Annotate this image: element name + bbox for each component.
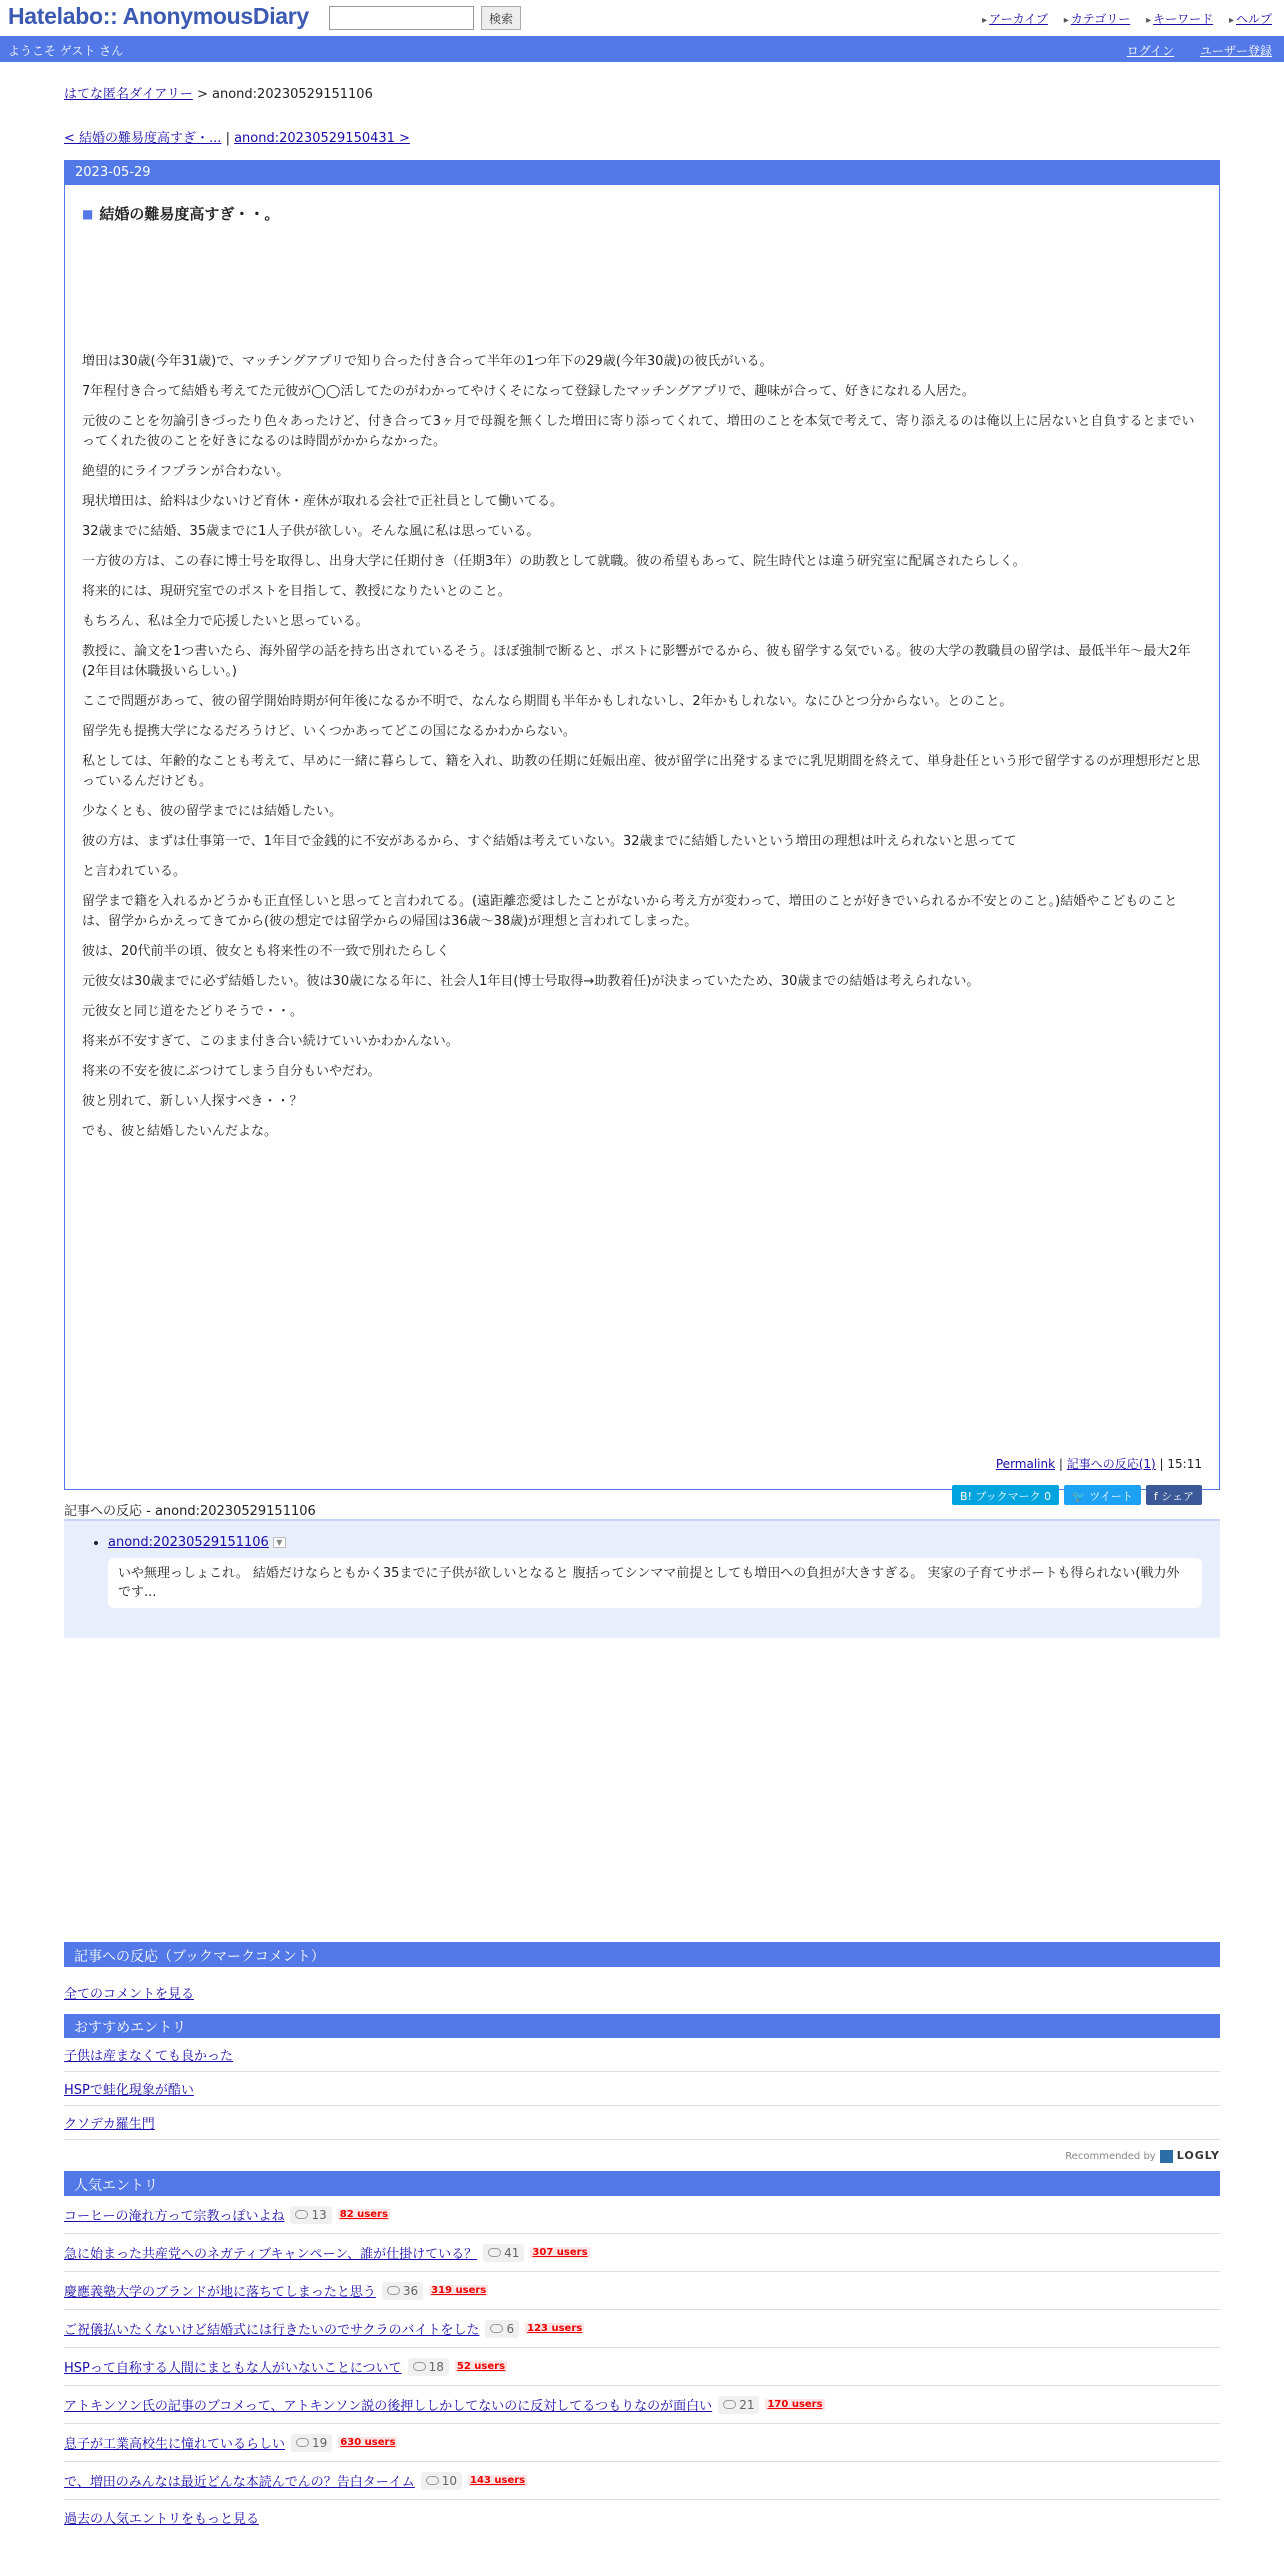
entry-paragraph: 留学まで籍を入れるかどうかも正直怪しいと思ってと言われてる。(遠距離恋愛はしたことがないから考え方が変わって、増田のことが好きでいられるか不安とのこと。)結婚やこどものことは、留学からかえってきてから(彼の想定では留学からの帰国は36歳～38歳)が理想と言われてしまった。: [82, 894, 1178, 929]
popular-entry-link[interactable]: で、増田のみんなは最近どんな本読んでんの？告白ターイム: [64, 2475, 415, 2490]
next-entry-link[interactable]: anond:20230529150431 >: [234, 131, 410, 146]
top-nav: [970, 10, 1272, 27]
entry-title: 結婚の難易度高すぎ・・。: [99, 205, 280, 223]
list-item: [64, 2234, 1220, 2272]
comment-count: 19: [312, 2435, 328, 2450]
tweet-button[interactable]: [1064, 1485, 1141, 1505]
users-badge[interactable]: 82 users: [339, 2209, 388, 2220]
popular-entry-link[interactable]: ご祝儀払いたくないけど結婚式には行きたいのでサクラのバイトをした: [64, 2323, 480, 2338]
entry-paragraph: ここで問題があって、彼の留学開始時期が何年後になるか不明で、なんなら期間も半年かもしれないし、2年かもしれない。なにひとつ分からない。とのこと。: [82, 694, 1013, 709]
entry-date: 2023-05-29: [65, 161, 1219, 185]
nav-category-link[interactable]: ▸ カテゴリー: [1064, 12, 1131, 26]
entry-paragraph: もちろん、私は全力で応援したいと思っている。: [82, 614, 369, 629]
search-input[interactable]: [329, 6, 474, 30]
list-item: [64, 2386, 1220, 2424]
welcome-bar: [0, 36, 1284, 62]
entry-paragraph: 現状増田は、給料は少ないけど育休・産休が取れる会社で正社員として働いてる。: [82, 494, 564, 509]
entry-paragraph: 教授に、論文を1つ書いたら、海外留学の話を持ち出されているそう。ほぼ強制で断ると、ポストに影響がでるから、彼も留学する気でいる。彼の大学の教職員の留学は、最低半年～最大2年(2年目は休職扱いらしい。): [82, 644, 1191, 679]
hatena-bookmark-button[interactable]: B! ブックマーク 0: [952, 1485, 1059, 1505]
comment-count: 10: [441, 2473, 458, 2488]
breadcrumb-home-link[interactable]: はてな匿名ダイアリー: [64, 87, 193, 102]
popular-entry-link[interactable]: コーヒーの淹れ方って宗教っぽいよね: [64, 2209, 285, 2224]
entry-paragraph: 将来的には、現研究室でのポストを目指して、教授になりたいとのこと。: [82, 584, 511, 599]
popular-list: [64, 2196, 1220, 2500]
entry-paragraph: 彼は、20代前半の頃、彼女とも将来性の不一致で別れたらしく: [82, 944, 450, 959]
comment-count: 13: [311, 2207, 327, 2222]
facebook-label: シェア: [1161, 1490, 1194, 1503]
popular-entry-link[interactable]: HSPって自称する人間にまともな人がいないことについて: [64, 2361, 402, 2376]
entry-paragraph: 7年程付き合って結婚も考えてた元彼が◯◯活してたのがわかってやけくそになって登録したマッチングアプリで、趣味が合って、好きになれる人居た。: [82, 384, 975, 399]
register-link[interactable]: ユーザー登録: [1199, 44, 1272, 58]
comment-count-badge[interactable]: [291, 2434, 332, 2452]
breadcrumb-current: anond:20230529151106: [212, 87, 373, 102]
list-item: [64, 2072, 1220, 2106]
list-item: [64, 2106, 1220, 2140]
popular-header: 人気エントリ: [64, 2171, 1220, 2196]
comment-bubble-icon: [488, 2248, 501, 2257]
entry-footer: Permalink | 記事への反応(1) | 15:11: [995, 1457, 1202, 1471]
facebook-share-button[interactable]: [1146, 1485, 1202, 1505]
users-badge[interactable]: 143 users: [470, 2475, 526, 2486]
users-badge[interactable]: 307 users: [532, 2247, 588, 2258]
entry-paragraph: 留学先も提携大学になるだろうけど、いくつかあってどこの国になるかわからない。: [82, 724, 576, 739]
popular-entry-link[interactable]: 息子が工業高校生に憧れているらしい: [64, 2437, 286, 2452]
reaction-excerpt: いや無理っしょこれ。 結婚だけならともかく35までに子供が欲しいとなると 腹括ってシンママ前提としても増田への負担が大きすぎる。 実家の子育てサポートも得られない(戦力外です...: [108, 1558, 1202, 1608]
list-item: [108, 1535, 1206, 1550]
entry-paragraph: 元彼のことを勿論引きづったり色々あったけど、付き合って3ヶ月で母親を無くした増田に寄り添ってくれて、増田のことを本気で考えて、寄り添えるのは俺以上に居ないと自負するとまでいってくれた彼のことを好きになるのは時間がかからなかった。: [82, 414, 1195, 449]
popular-entry-link[interactable]: 慶應義塾大学のブランドが地に落ちてしまったと思う: [64, 2285, 376, 2300]
reactions-list: [78, 1535, 1206, 1550]
facebook-icon: f: [1153, 1490, 1162, 1503]
comment-count-badge[interactable]: [483, 2244, 524, 2262]
list-item: [64, 2424, 1220, 2462]
entry-paragraph: 少なくとも、彼の留学までには結婚したい。: [82, 804, 343, 819]
comment-bubble-icon: [490, 2324, 503, 2333]
permalink-link[interactable]: Permalink: [995, 1457, 1056, 1471]
comment-count: 6: [506, 2321, 515, 2336]
prev-entry-link[interactable]: < 結婚の難易度高すぎ・...: [64, 131, 222, 146]
entry-paragraph: 元彼女と同じ道をたどりそうで・・。: [82, 1004, 304, 1019]
entry-paragraph: 将来の不安を彼にぶつけてしまう自分もいやだわ。: [82, 1064, 381, 1079]
reactions-box: [64, 1519, 1220, 1638]
users-badge[interactable]: 630 users: [340, 2437, 396, 2448]
recommended-link[interactable]: HSPで蛙化現象が酷い: [64, 2083, 194, 2098]
list-item: [64, 2348, 1220, 2386]
nav-help-link[interactable]: ▸ ヘルプ: [1229, 12, 1272, 26]
breadcrumb-separator: >: [192, 87, 213, 102]
chevron-down-icon[interactable]: ▼: [273, 1537, 286, 1548]
list-item: [64, 2310, 1220, 2348]
entry-paragraph: 将来が不安すぎて、このまま付き合い続けていいかわかんない。: [82, 1034, 459, 1049]
list-item: [64, 2272, 1220, 2310]
comment-bubble-icon: [426, 2476, 439, 2485]
entry-text: [82, 352, 1202, 1142]
entry-paragraph: と言われている。: [82, 864, 187, 879]
bookmark-comments-header: 記事への反応（ブックマークコメント）: [64, 1942, 1220, 1967]
recommended-header: おすすめエントリ: [64, 2014, 1220, 2038]
list-item: [64, 2196, 1220, 2234]
users-badge[interactable]: 170 users: [767, 2399, 823, 2410]
entry-paragraph: 絶望的にライフプランが合わない。: [82, 464, 290, 479]
comment-count: 36: [402, 2283, 419, 2298]
logly-logo-icon: [1160, 2150, 1173, 2163]
comment-bubble-icon: [296, 2438, 309, 2447]
entry-paragraph: 彼と別れて、新しい人探すべき・・？: [82, 1094, 303, 1109]
logly-brand[interactable]: LOGLY: [1176, 2149, 1220, 2162]
entry-title-row: [82, 203, 1202, 224]
entry-paragraph: 彼の方は、まずは仕事第一で、1年目で金銭的に不安があるから、すぐ結婚は考えていない。32歳までに結婚したいという増田の理想は叶えられないと思ってて: [82, 834, 1017, 849]
recommended-by: [64, 2140, 1220, 2171]
entry-paragraph: 増田は30歳(今年31歳)で、マッチングアプリで知り合った付き合って半年の1つ年下の29歳(今年30歳)の彼氏がいる。: [82, 354, 773, 369]
login-link[interactable]: ログイン: [1126, 44, 1175, 58]
entry-time: 15:11: [1167, 1457, 1202, 1471]
list-item: [64, 2462, 1220, 2500]
site-logo[interactable]: Hatelabo:: AnonymousDiary: [8, 3, 309, 29]
more-popular-link[interactable]: 過去の人気エントリをもっと見る: [64, 2512, 260, 2527]
main-content: [64, 83, 1220, 2527]
comment-count: 21: [739, 2397, 755, 2412]
reaction-entry-link[interactable]: anond:20230529151106: [108, 1535, 269, 1550]
account-links: [1105, 42, 1272, 59]
nav-keyword-link[interactable]: ▸ キーワード: [1146, 12, 1213, 26]
pager-separator: |: [221, 131, 235, 146]
entry-paragraph: 私としては、年齢的なことも考えて、早めに一緒に暮らして、籍を入れ、助教の任期に妊娠出産、彼が留学に出発するまでに乳児期間を終えて、単身赴任という形で留学するのが理想形だと思っているんだけども。: [82, 754, 1201, 789]
entry-paragraph: 元彼女は30歳までに必ず結婚したい。彼は30歳になる年に、社会人1年目(博士号取得→助教着任)が決まっていたため、30歳までの結婚は考えられない。: [82, 974, 980, 989]
popular-entry-link[interactable]: アトキンソン氏の記事のブコメって、アトキンソン説の後押ししかしてないのに反対してるつもりなのが面白い: [64, 2399, 713, 2414]
entry-paragraph: 一方彼の方は、この春に博士号を取得し、出身大学に任期付き（任期3年）の助教として就職。彼の希望もあって、院生時代とは違う研究室に配属されたらしく。: [82, 554, 1026, 569]
comment-count: 18: [428, 2359, 444, 2374]
users-badge[interactable]: 319 users: [431, 2285, 487, 2296]
comment-count-badge[interactable]: [421, 2472, 462, 2490]
comment-bubble-icon: [387, 2286, 400, 2295]
reactions-link[interactable]: 記事への反応(1): [1066, 1457, 1156, 1471]
comment-count-badge[interactable]: [408, 2358, 449, 2376]
entry-paragraph: 32歳までに結婚、35歳までに1人子供が欲しい。そんな風に私は思っている。: [82, 524, 540, 539]
comment-bubble-icon: [723, 2400, 736, 2409]
all-comments-link[interactable]: 全てのコメントを見る: [64, 1987, 195, 2002]
comment-bubble-icon: [295, 2210, 308, 2219]
entry-body: [65, 185, 1219, 1503]
users-badge[interactable]: 123 users: [527, 2323, 583, 2334]
nav-archive-link[interactable]: ▸ アーカイブ: [982, 12, 1048, 26]
tweet-label: ツイート: [1089, 1490, 1133, 1503]
users-badge[interactable]: 52 users: [456, 2361, 506, 2372]
twitter-icon: 🐦: [1072, 1490, 1090, 1503]
list-item: [64, 2038, 1220, 2072]
comment-count-badge[interactable]: [718, 2396, 759, 2414]
comment-count: 41: [504, 2245, 520, 2260]
entry-paragraph: でも、彼と結婚したいんだよな。: [82, 1124, 278, 1139]
reactions-title: 記事への反応 - anond:20230529151106: [64, 1504, 316, 1519]
popular-entry-link[interactable]: 急に始まった共産党へのネガティブキャンペーン、誰が仕掛けている？: [64, 2247, 478, 2262]
comment-count-badge[interactable]: [485, 2320, 519, 2338]
share-buttons: [952, 1485, 1202, 1505]
entry-anchor-icon[interactable]: ■: [82, 206, 94, 221]
recommended-by-text: Recommended by: [1065, 2151, 1156, 2162]
recommended-link[interactable]: クソデカ羅生門: [64, 2117, 155, 2132]
comment-bubble-icon: [413, 2362, 426, 2371]
comment-count-badge[interactable]: [290, 2206, 331, 2224]
comment-count-badge[interactable]: [382, 2282, 423, 2300]
entry-box: [64, 160, 1220, 1503]
recommended-link[interactable]: 子供は産まなくても良かった: [64, 2049, 234, 2064]
search-button[interactable]: 検索: [481, 6, 521, 30]
welcome-text: ようこそ ゲスト さん: [8, 44, 124, 58]
breadcrumb: [64, 83, 1220, 102]
top-header: [0, 0, 1284, 36]
entry-pager: [64, 127, 1220, 146]
